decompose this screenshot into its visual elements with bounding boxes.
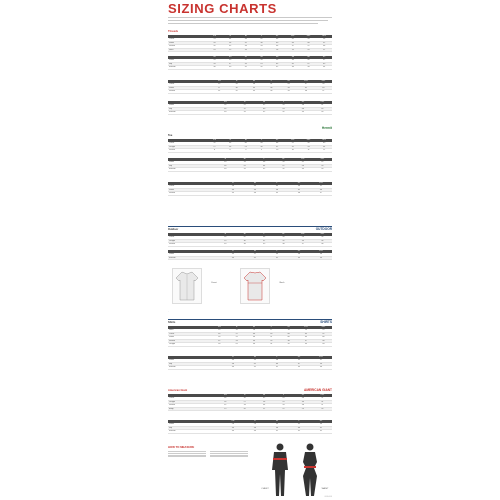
brand-logo-d: SHIRTS: [320, 320, 332, 324]
table-row: Waist 26 28 30 32 34: [168, 423, 332, 427]
table-header: S M L XL 2XL: [168, 250, 332, 253]
measure-title: HOW TO MEASURE: [168, 445, 195, 449]
table-row: Length 29 30 31 32 33 34: [168, 240, 332, 244]
table-row: Hip 34 36 38 40 42: [168, 427, 332, 431]
table-row: Hip 38 41 44 47 50 53: [168, 165, 332, 169]
table-header: 28 30 32 34 36 38 40 42: [168, 56, 332, 59]
section-a-brand: Threads: [168, 30, 179, 33]
size-table-e2: [168, 420, 332, 434]
table-row: Neck 14 15 16 17 18 19 20: [168, 329, 332, 333]
table-header: XS S M L XL 2XL 3XL: [168, 326, 332, 329]
figure-caption-front: Front: [211, 282, 217, 284]
table-row: Hip 34 37 40 43 46 49: [168, 108, 332, 112]
table-row: Sleeve 8 8 9 9 10 10 11 11: [168, 149, 332, 153]
table-header: XS S M L XL 2XL 3XL: [168, 80, 332, 83]
table-row: Inseam 30 31 32 32 33 33: [168, 111, 332, 115]
size-table-a: [168, 35, 332, 52]
table-row: Chest 32 35 38 41 44 47 50: [168, 83, 332, 87]
brand-logo-b: Hermit: [321, 126, 332, 130]
table-row: Sleeve 32 33 34 35 36 37 38: [168, 340, 332, 344]
table-row: Length 28 29 30 31 32 33 34: [168, 343, 332, 347]
measure-text-2: [210, 450, 248, 458]
footnote: ·: [168, 220, 169, 222]
table-row: Inseam 30 31 32 32 33 33: [168, 168, 332, 172]
table-row: Body 19 20 21 22 23 24: [168, 408, 332, 412]
page-footer: 000-000: [324, 496, 332, 498]
shirt-back-icon: [241, 269, 269, 303]
table-row: Sleeve 32 33 34 35 36 37: [168, 404, 332, 408]
size-table-c: [168, 233, 332, 247]
table-row: Waist 26 28 32 36 40 44 48 52: [168, 42, 332, 46]
shirt-front-icon: [173, 269, 201, 303]
size-table-d2: [168, 356, 332, 370]
table-header: XS S M L XL: [168, 420, 332, 423]
size-table-e: [168, 394, 332, 411]
table-row: Length 26 27 28 29 30 31: [168, 401, 332, 405]
brand-logo-e: AMERICAN GIANT: [304, 388, 332, 392]
measure-text-1: [168, 450, 206, 458]
section-b-brand: Tee: [168, 134, 173, 137]
section-divider: [168, 319, 332, 320]
table-row: Waist 27 30 33 36 39 42 45: [168, 87, 332, 91]
table-row: Inseam 30 31 32 33 34: [168, 366, 332, 370]
table-row: Inseam 30 31 32 33 34: [168, 257, 332, 261]
table-header: S M L XL 2XL 3XL: [168, 158, 332, 161]
male-silhouette-icon: [268, 442, 292, 498]
label-chest: CHEST: [261, 488, 269, 490]
footnote: ·: [168, 311, 169, 313]
table-row: Chest 36 39 42 45 48 51: [168, 397, 332, 401]
table-row: Waist 26 29 32 35 38 41: [168, 104, 332, 108]
size-table-b: [168, 139, 332, 153]
table-header: S M L XL 2XL: [168, 182, 332, 185]
figure-caption-back: Back: [279, 282, 285, 284]
section-e-brand: American Giant: [168, 389, 188, 392]
section-divider: [168, 226, 332, 227]
table-row: Sleeve 32 33 34 35 36 37 37 38: [168, 45, 332, 49]
table-row: Neck 14 15 16 17 18 19 20 21: [168, 49, 332, 53]
table-row: Waist 30 33 36 39 42 45: [168, 161, 332, 165]
table-row: Inseam 30 30 31 31 32: [168, 430, 332, 434]
table-header: XS S M L XL 2XL 3XL 4XL: [168, 35, 332, 38]
table-row: Waist 28 30 32 34 36 38 40 42: [168, 59, 332, 63]
table-header: S M L XL 2XL: [168, 356, 332, 359]
table-header: XS S M L XL 2XL: [168, 101, 332, 104]
size-table-c2: [168, 250, 332, 260]
label-waist: WAIST: [321, 488, 329, 490]
intro-paragraph: [168, 17, 332, 25]
table-row: Inseam 30 30 32 32 32 34 34 34: [168, 66, 332, 70]
table-row: Length 27 28 29 30 31 32 33 34: [168, 146, 332, 150]
table-row: Waist 30 34 38 42 46: [168, 189, 332, 193]
size-table-b3: [168, 182, 332, 196]
table-row: Chest 38 42 46 50 54 58: [168, 236, 332, 240]
table-row: Chest 32 36 40 44 48 52 56 60: [168, 142, 332, 146]
table-row: Sleeve 31 32 33 34 35 36 37: [168, 90, 332, 94]
table-row: Waist 28 31 34 37 40 43 46: [168, 336, 332, 340]
table-row: Chest 34 37 40 43 46 49 52: [168, 333, 332, 337]
table-row: Hip 38 41 44 47 50: [168, 363, 332, 367]
size-table-a3: [168, 80, 332, 94]
page-title: SIZING CHARTS: [168, 1, 277, 16]
table-row: Chest 36 40 44 48 52: [168, 185, 332, 189]
table-row: Sleeve 33 34 35 36 37: [168, 192, 332, 196]
table-row: Hip 35 37 39 41 43 45 47 49: [168, 63, 332, 67]
size-table-a2: [168, 56, 332, 70]
table-header: S M L XL 2XL 3XL: [168, 233, 332, 236]
table-row: Waist 30 33 36 39 42: [168, 359, 332, 363]
section-c-brand: Outdoor: [168, 228, 179, 231]
table-header: XS S M L XL 2XL: [168, 394, 332, 397]
table-row: Sleeve 33 34 35 36 37 38: [168, 243, 332, 247]
size-table-a4: [168, 101, 332, 115]
section-d-brand: Shirts: [168, 321, 176, 324]
brand-logo-c: OUTDOOR: [315, 227, 332, 231]
table-header: XS S M L XL 2XL 3XL 4XL: [168, 139, 332, 142]
shirt-front-figure: [172, 268, 202, 304]
sizing-chart-page: [168, 0, 332, 500]
shirt-back-figure: [240, 268, 270, 304]
size-table-b2: [168, 158, 332, 172]
table-row: Chest 31 34 38 42 46 50 54 58: [168, 38, 332, 42]
table-row: Waist 30 32 34 36 38: [168, 253, 332, 257]
size-table-d: [168, 326, 332, 347]
